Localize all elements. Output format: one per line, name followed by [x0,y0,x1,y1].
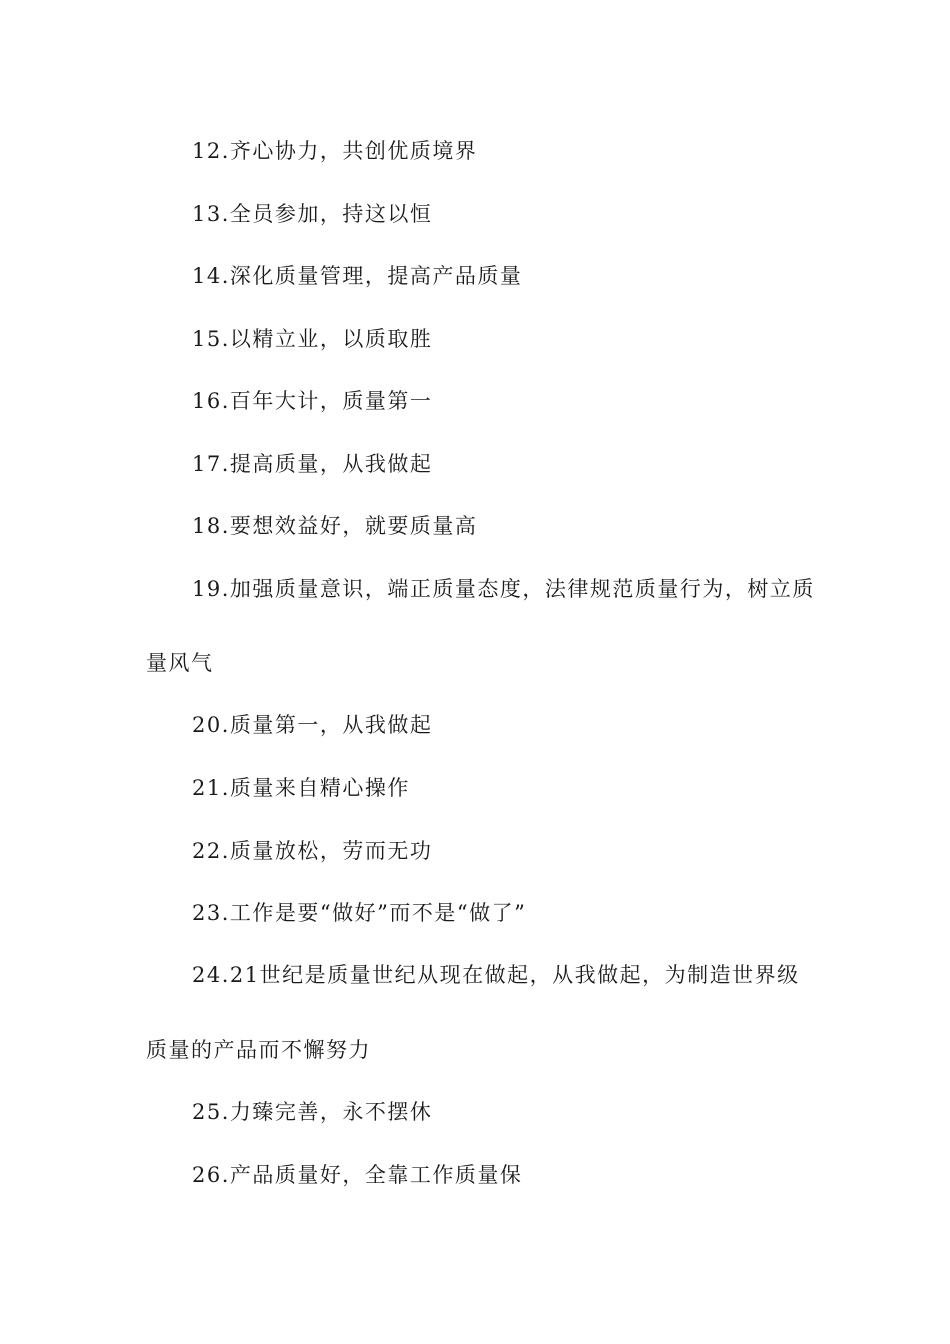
list-item: 25.力臻完善，永不摆休 [192,1100,433,1124]
list-item-continuation: 量风气 [146,651,214,675]
list-item: 14.深化质量管理，提高产品质量 [192,264,523,288]
list-item: 17.提高质量，从我做起 [192,452,433,476]
list-item: 16.百年大计，质量第一 [192,389,433,413]
list-item: 26.产品质量好，全靠工作质量保 [192,1163,523,1187]
list-item-continuation: 质量的产品而不懈努力 [146,1038,371,1062]
list-item: 24.21世纪是质量世纪从现在做起，从我做起，为制造世界级 [192,963,800,987]
list-item: 12.齐心协力，共创优质境界 [192,139,478,163]
list-item: 23.工作是要“做好”而不是“做了” [192,901,527,925]
list-item: 20.质量第一，从我做起 [192,713,433,737]
list-item: 15.以精立业，以质取胜 [192,327,433,351]
list-item: 18.要想效益好，就要质量高 [192,514,478,538]
list-item: 13.全员参加，持这以恒 [192,202,433,226]
list-item: 19.加强质量意识，端正质量态度，法律规范质量行为，树立质 [192,577,815,601]
list-item: 21.质量来自精心操作 [192,776,410,800]
list-item: 22.质量放松，劳而无功 [192,839,433,863]
